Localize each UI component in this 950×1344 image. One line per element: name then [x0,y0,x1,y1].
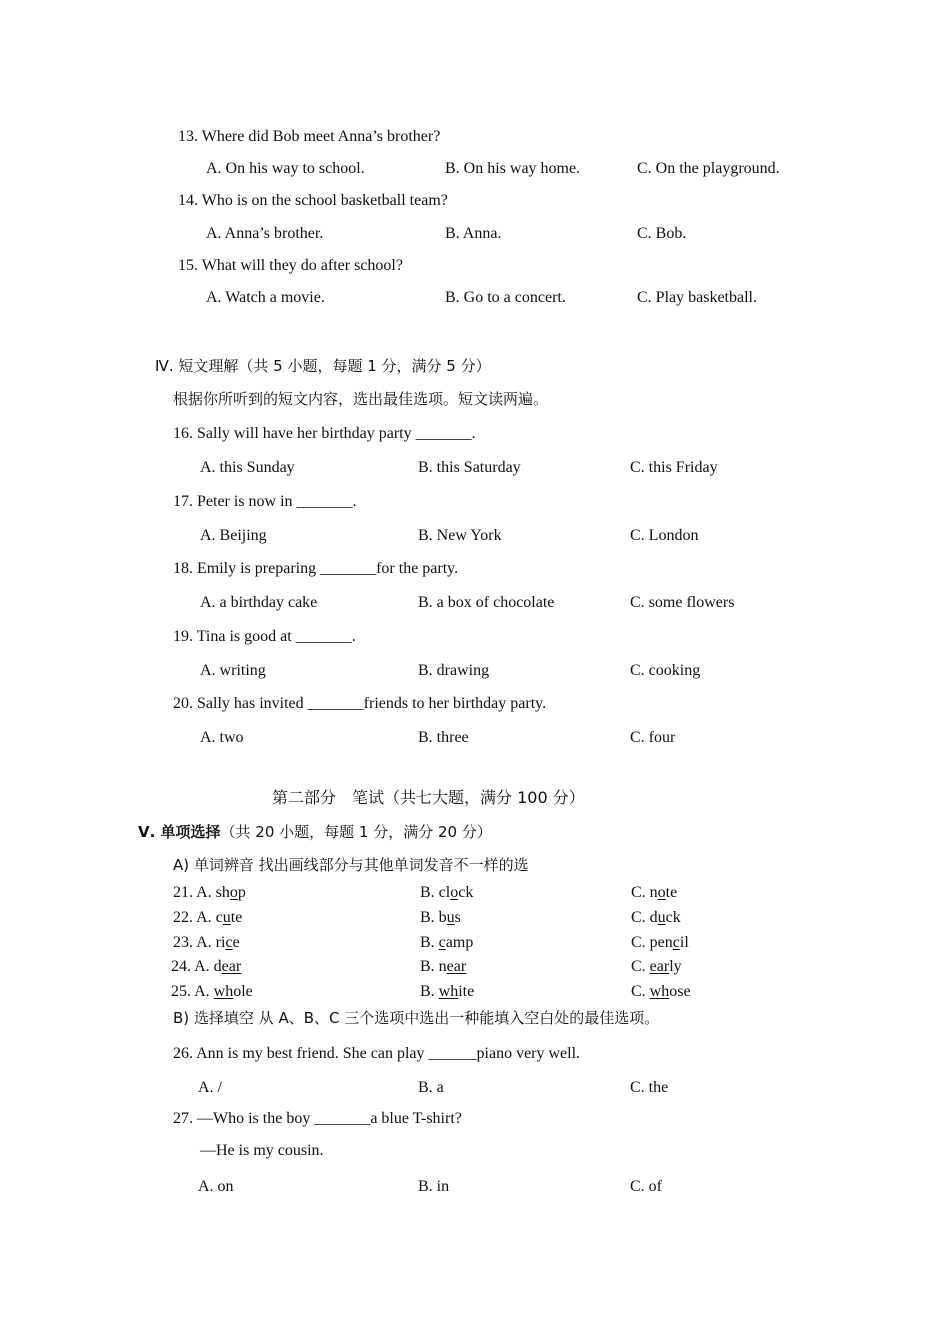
q22-a-pre: c [215,909,223,926]
q25-b-post: ite [458,983,475,1000]
q20-option-c[interactable]: C. four [630,729,676,746]
q23-option-c[interactable] [631,933,689,953]
q19-option-c[interactable]: C. cooking [630,662,701,679]
q17-option-c[interactable]: C. London [630,527,699,544]
question-14: 14. Who is on the school basketball team? [178,192,448,209]
question-27: 27. —Who is the boy _______a blue T-shirt? [173,1110,462,1127]
q16-option-c[interactable]: C. this Friday [630,459,718,476]
question-17: 17. Peter is now in _______. [173,493,357,510]
q21-c-pre: C. n [631,884,658,901]
q15-option-b[interactable]: B. Go to a concert. [445,289,566,306]
q21-c-underlined: o [657,884,666,901]
q25-number: 25. A. [171,983,210,1000]
question-16: 16. Sally will have her birthday party _______. [173,425,476,442]
q22-a-post: te [230,909,243,926]
q25-a-post: ole [233,983,253,1000]
q23-a-post: e [232,934,240,951]
q22-c-underlined: u [657,909,666,926]
q24-option-a[interactable] [214,958,242,975]
q24-c-underlined: ear [649,958,670,975]
q23-option-b[interactable] [420,933,473,953]
q24-option-b[interactable] [420,957,466,977]
q23-c-pre: C. pen [631,934,673,951]
q25-b-underlined: wh [438,983,459,1000]
q25-option-c[interactable] [631,982,691,1002]
q24-option-c[interactable] [631,957,682,977]
q23-number: 23. A. [173,934,212,951]
q21-b-pre: B. cl [420,884,451,901]
q25-c-post: ose [669,983,691,1000]
q24-b-underlined: ear [446,958,467,975]
q27-option-b[interactable]: B. in [418,1178,450,1195]
part-2-title: 第二部分 笔试（共七大题，满分 100 分） [272,788,585,807]
q22-b-pre: B. b [420,909,447,926]
q22-number: 22. A. [173,909,212,926]
q22-option-a[interactable] [216,909,243,926]
q24-a-pre: d [213,958,222,975]
question-22 [173,908,242,928]
q25-c-pre: C. [631,983,650,1000]
q13-option-b[interactable]: B. On his way home. [445,160,581,177]
q22-b-underlined: u [446,909,455,926]
q21-number: 21. A. [173,884,212,901]
question-25 [171,982,253,1002]
q24-number: 24. A. [171,958,210,975]
q23-c-underlined: c [672,934,680,951]
q24-a-underlined: ear [221,958,242,975]
question-13: 13. Where did Bob meet Anna’s brother? [178,128,441,145]
q14-option-a[interactable]: A. Anna’s brother. [206,225,324,242]
section-5-title-rest: （共 20 小题，每题 1 分，满分 20 分） [220,823,492,841]
q14-option-b[interactable]: B. Anna. [445,225,502,242]
q18-option-c[interactable]: C. some flowers [630,594,735,611]
q20-option-b[interactable]: B. three [418,729,469,746]
section-5-title-bold: Ⅴ. 单项选择 [138,823,221,841]
question-19: 19. Tina is good at _______. [173,628,356,645]
question-18: 18. Emily is preparing _______for the party. [173,560,459,577]
section-4-instruction: 根据你所听到的短文内容，选出最佳选项。短文读两遍。 [173,390,549,408]
section-5-title [138,822,492,842]
q23-b-post: amp [445,934,474,951]
q15-option-a[interactable]: A. Watch a movie. [206,289,325,306]
q20-option-a[interactable]: A. two [200,729,244,746]
q17-option-b[interactable]: B. New York [418,527,502,544]
q18-option-b[interactable]: B. a box of chocolate [418,594,555,611]
subsection-b-title: B) 选择填空 从 A、B、C 三个选项中选出一种能填入空白处的最佳选项。 [173,1009,660,1027]
question-20: 20. Sally has invited _______friends to her birthday party. [173,695,547,712]
question-27-reply: —He is my cousin. [200,1142,324,1159]
q21-b-underlined: o [450,884,459,901]
question-26: 26. Ann is my best friend. She can play ______piano very well. [173,1045,581,1062]
q24-c-pre: C. [631,958,650,975]
q23-a-pre: ri [215,934,226,951]
q26-option-b[interactable]: B. a [418,1079,444,1096]
q18-option-a[interactable]: A. a birthday cake [200,594,318,611]
q21-a-post: p [237,884,246,901]
q25-c-underlined: wh [649,983,670,1000]
question-21 [173,883,246,903]
q22-a-underlined: u [222,909,231,926]
q22-c-pre: C. d [631,909,658,926]
q21-a-pre: sh [215,884,230,901]
question-15: 15. What will they do after school? [178,257,403,274]
subsection-a-title: A) 单词辨音 找出画线部分与其他单词发音不一样的选 [173,856,529,874]
q22-option-c[interactable] [631,908,681,928]
question-24 [171,957,241,977]
q21-b-post: ck [458,884,474,901]
q25-option-b[interactable] [420,982,474,1002]
q25-b-pre: B. [420,983,439,1000]
q22-b-post: s [454,909,461,926]
section-4-title: Ⅳ. 短文理解（共 5 小题，每题 1 分，满分 5 分） [155,357,491,375]
q23-option-a[interactable] [216,934,240,951]
q19-option-b[interactable]: B. drawing [418,662,490,679]
q23-a-underlined: c [225,934,233,951]
q27-option-c[interactable]: C. of [630,1178,662,1195]
q21-a-underlined: o [229,884,238,901]
q26-option-a[interactable]: A. / [198,1079,222,1096]
q24-b-pre: B. n [420,958,447,975]
q25-option-a[interactable] [214,983,253,1000]
q17-option-a[interactable]: A. Beijing [200,527,267,544]
q27-option-a[interactable]: A. on [198,1178,234,1195]
q19-option-a[interactable]: A. writing [200,662,266,679]
q21-option-a[interactable] [216,884,246,901]
q16-option-b[interactable]: B. this Saturday [418,459,521,476]
q21-option-c[interactable] [631,883,677,903]
q14-option-c[interactable]: C. Bob. [637,225,687,242]
q16-option-a[interactable]: A. this Sunday [200,459,295,476]
q15-option-c[interactable]: C. Play basketball. [637,289,757,306]
q22-option-b[interactable] [420,908,461,928]
q21-option-b[interactable] [420,883,473,903]
q24-c-post: ly [669,958,682,975]
q23-c-post: il [679,934,689,951]
q25-a-underlined: wh [213,983,234,1000]
q23-b-underlined: c [438,934,446,951]
q21-c-post: te [665,884,678,901]
q22-c-post: ck [665,909,681,926]
q13-option-a[interactable]: A. On his way to school. [206,160,365,177]
q23-b-pre: B. [420,934,439,951]
q13-option-c[interactable]: C. On the playground. [637,160,780,177]
question-23 [173,933,240,953]
q26-option-c[interactable]: C. the [630,1079,669,1096]
